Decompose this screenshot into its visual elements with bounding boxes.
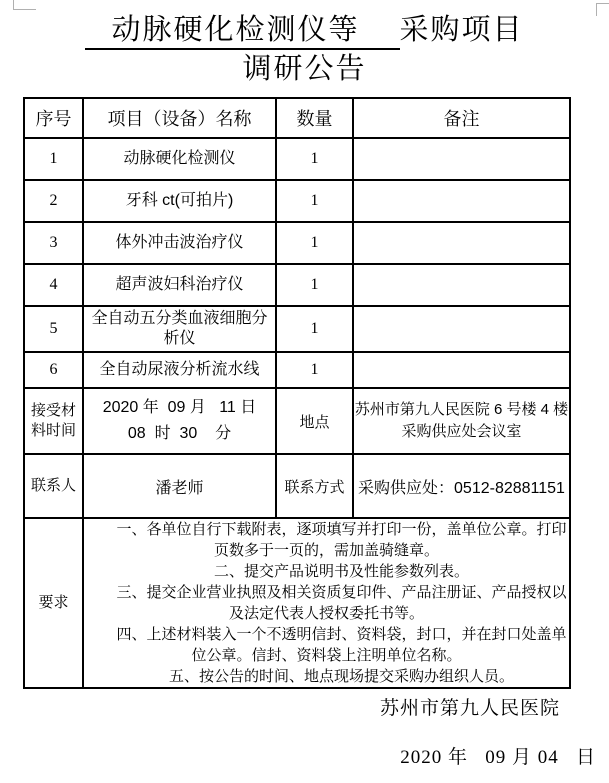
- table-row-5: [24, 306, 570, 352]
- acceptance-time-label: 接受材料时间: [24, 388, 83, 454]
- qty-cell: 1: [276, 306, 353, 352]
- no-cell: 4: [24, 264, 83, 306]
- signature-date: 2020 年 09 月 04 日: [400, 747, 596, 768]
- qty-cell: 1: [276, 264, 353, 306]
- header-note: 备注: [353, 98, 570, 138]
- qty-cell: 1: [276, 138, 353, 180]
- table-row-1: [24, 138, 570, 180]
- page-title: [0, 10, 609, 88]
- contact-name: 潘老师: [83, 454, 276, 518]
- requirements-content: [83, 518, 570, 688]
- acceptance-time-clock: 08 时 30 分: [127, 425, 232, 442]
- header-name: 项目（设备）名称: [83, 98, 276, 138]
- contact-method-value: 采购供应处：0512-82881151: [353, 454, 570, 518]
- place-line1: 苏州市第九人民医院 6 号楼 4 楼: [354, 401, 569, 418]
- contact-method-label: 联系方式: [276, 454, 353, 518]
- margin-crop-mark-top-left: [13, 0, 36, 10]
- note-cell: [353, 222, 570, 264]
- no-cell: 1: [24, 138, 83, 180]
- header-no: 序号: [24, 98, 83, 138]
- table-row-4: [24, 264, 570, 306]
- requirement-item-5: 五、按公告的时间、地点现场提交采购办组织人员。: [168, 668, 514, 685]
- requirement-item-2: 二、提交产品说明书及性能参数列表。: [213, 563, 469, 580]
- note-cell: [353, 306, 570, 352]
- title-suffix-text: 采购项目: [399, 14, 524, 46]
- no-cell: 6: [24, 352, 83, 388]
- contact-label: 联系人: [24, 454, 83, 518]
- acceptance-time-date: 2020 年 09 月 11 日: [102, 399, 257, 416]
- page-title-line2: 调研公告: [242, 53, 367, 85]
- name-cell: 牙科 ct(可拍片): [83, 180, 276, 222]
- acceptance-time-value: [83, 388, 276, 454]
- note-cell: [353, 264, 570, 306]
- place-label: 地点: [276, 388, 353, 454]
- contact-row: [24, 454, 570, 518]
- place-value: [353, 388, 570, 454]
- qty-cell: 1: [276, 222, 353, 264]
- requirement-item-3: 三、提交企业营业执照及相关资质复印件、产品注册证、产品授权以及法定代表人授权委托书等。: [116, 584, 567, 622]
- table-row-3: [24, 222, 570, 264]
- name-cell: 超声波妇科治疗仪: [83, 264, 276, 306]
- place-line2: 采购供应处会议室: [401, 423, 522, 440]
- name-cell: 全自动五分类血液细胞分析仪: [83, 306, 276, 352]
- header-qty: 数量: [276, 98, 353, 138]
- procurement-table: [23, 97, 571, 689]
- qty-cell: 1: [276, 352, 353, 388]
- acceptance-time-row: [24, 388, 570, 454]
- no-cell: 2: [24, 180, 83, 222]
- title-underlined-text: 动脉硬化检测仪等: [85, 14, 399, 50]
- note-cell: [353, 180, 570, 222]
- name-cell: 体外冲击波治疗仪: [83, 222, 276, 264]
- note-cell: [353, 352, 570, 388]
- table-header-row: [24, 98, 570, 138]
- requirements-row: [24, 518, 570, 688]
- requirements-label: 要求: [24, 518, 83, 688]
- qty-cell: 1: [276, 180, 353, 222]
- requirement-item-4: 四、上述材料装入一个不透明信封、资料袋，封口，并在封口处盖单位公章。信封、资料袋上注明单位名称。: [116, 626, 567, 664]
- no-cell: 3: [24, 222, 83, 264]
- signature-org: 苏州市第九人民医院: [379, 698, 560, 719]
- table-row-6: [24, 352, 570, 388]
- table-row-2: [24, 180, 570, 222]
- note-cell: [353, 138, 570, 180]
- name-cell: 动脉硬化检测仪: [83, 138, 276, 180]
- page-title-line1: [0, 10, 609, 50]
- requirement-item-1: 一、各单位自行下载附表，逐项填写并打印一份，盖单位公章。打印页数多于一页的，需加盖骑缝章。: [116, 521, 567, 559]
- no-cell: 5: [24, 306, 83, 352]
- name-cell: 全自动尿液分析流水线: [83, 352, 276, 388]
